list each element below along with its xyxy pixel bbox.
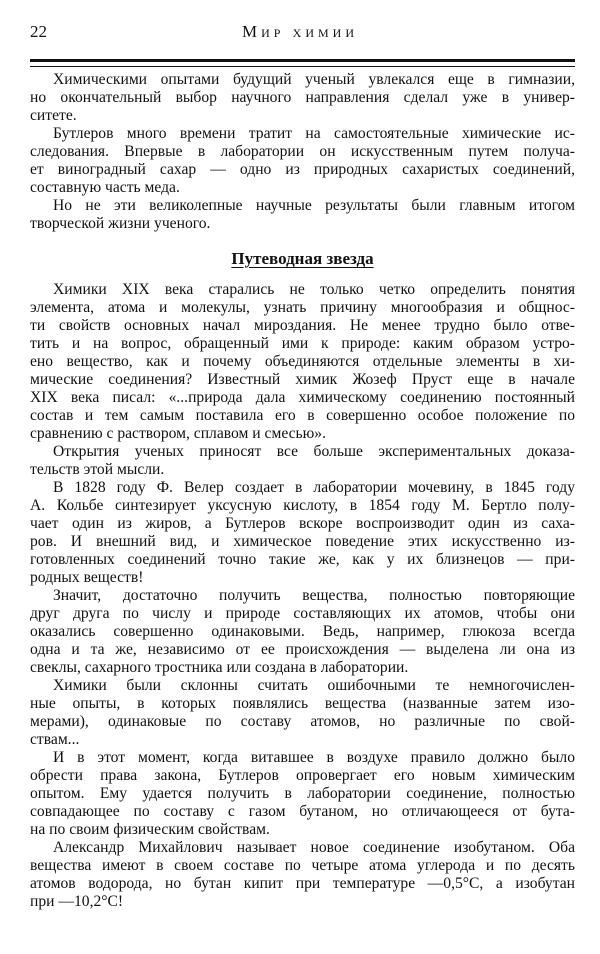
- text-line: совпадающее по составу с газом бутаном, но отличающееся от бута-: [30, 803, 575, 820]
- paragraph: [30, 749, 575, 839]
- paragraph: [30, 125, 575, 197]
- text-line: друг друга по числу и природе составляющих их атомов, чтобы они: [30, 605, 575, 622]
- paragraph: [30, 443, 575, 479]
- paragraph: [30, 479, 575, 587]
- section-heading-text: Путеводная звезда: [231, 249, 374, 268]
- header-rule-thick: [30, 59, 575, 62]
- text-line: ствам...: [30, 731, 80, 748]
- text-line: вещества имеют в своем составе по четыре атома углерода и по десять: [30, 857, 575, 874]
- text-line: ти свойств основных начал мироздания. Не менее трудно было отве-: [30, 317, 575, 334]
- text-line: ситете.: [30, 107, 77, 124]
- text-line: оказались совершенно одинаковыми. Ведь, например, глюкоза всегда: [30, 623, 575, 640]
- text-line: Химики XIX века старались не только четко определить понятия: [53, 281, 575, 298]
- text-line: на по своим физическим свойствам.: [30, 821, 270, 838]
- text-line: состав и тем самым поставила его в совершенно особое положение по: [30, 407, 575, 424]
- text-line: при —10,2°С!: [30, 893, 124, 910]
- text-line: Но не эти великолепные научные результаты были главным итогом: [53, 197, 575, 214]
- text-line: Открытия ученых приносят все больше экспериментальных доказа-: [53, 443, 575, 460]
- text-line: XIX века писал: «...природа дала химическому соединению постоянный: [30, 389, 575, 406]
- page-body: [30, 71, 575, 911]
- text-line: готовленных соединений точно такие же, как у их близнецов — при-: [30, 551, 575, 568]
- text-line: опытом. Ему удается получить в лаборатории соединение, полностью: [30, 785, 575, 802]
- text-line: атомов водорода, но бутан кипит при температуре —0,5°С, а изобутан: [30, 875, 575, 892]
- paragraph: [30, 587, 575, 677]
- text-line: В 1828 году Ф. Велер создает в лаборатории мочевину, в 1845 году: [53, 479, 575, 496]
- text-line: Значит, достаточно получить вещества, полностью повторяющие: [53, 587, 575, 604]
- paragraph: [30, 839, 575, 911]
- text-line: мические соединения? Известный химик Жозеф Пруст еще в начале: [30, 371, 575, 388]
- paragraph: [30, 71, 575, 125]
- text-line: А. Кольбе синтезирует уксусную кислоту, в 1854 году М. Бертло полу-: [30, 497, 575, 514]
- running-title: Мир химии: [241, 22, 359, 41]
- text-line: ет виноградный сахар — одно из природных сахаристых соединений,: [30, 161, 575, 178]
- section-heading: [30, 244, 575, 274]
- text-line: Бутлеров много времени тратит на самостоятельные химические ис-: [53, 125, 575, 142]
- header-rule-thin: [30, 66, 575, 67]
- text-line: свеклы, сахарного тростника или создана в лаборатории.: [30, 659, 409, 676]
- text-line: творческой жизни ученого.: [30, 215, 211, 232]
- text-line: И в этот момент, когда витавшее в воздухе правило должно было: [53, 749, 575, 766]
- text-line: ные опыты, в которых появлялись вещества (названные затем изо-: [30, 695, 575, 712]
- page-number: 22: [30, 22, 47, 41]
- text-line: обрести права закона, Бутлеров опровергает его новым химическим: [30, 767, 575, 784]
- text-line: тельств этой мысли.: [30, 461, 165, 478]
- spacer: [30, 274, 575, 281]
- text-line: мерами), одинаковые по составу атомов, но различные по свой-: [30, 713, 575, 730]
- paragraph: [30, 197, 575, 233]
- text-line: Химики были склонны считать ошибочными те немногочислен-: [53, 677, 575, 694]
- text-line: одна и та же, независимо от ее происхождения — выделена ли она из: [30, 641, 575, 658]
- paragraph: [30, 677, 575, 749]
- text-line: сравнению с раствором, сплавом и смесью».: [30, 425, 327, 442]
- text-line: тить и на вопрос, обращенный ими к природе: каким образом устро-: [30, 335, 575, 352]
- text-line: ров. И внешний вид, и химическое поведение этих искусственно из-: [30, 533, 575, 550]
- text-line: родных веществ!: [30, 569, 144, 586]
- paragraph: [30, 281, 575, 443]
- text-line: элемента, атома и молекулы, узнать причину многообразия и общнос-: [30, 299, 575, 316]
- text-line: но окончательный выбор научного направления сделал уже в универ-: [30, 89, 575, 106]
- text-line: составную часть меда.: [30, 179, 180, 196]
- text-line: чает один из жиров, а Бутлеров вскоре воспроизводит один из саха-: [30, 515, 575, 532]
- text-line: Александр Михайлович называет новое соединение изобутаном. Оба: [53, 839, 575, 856]
- text-line: следования. Впервые в лаборатории он искусственным путем получа-: [30, 143, 575, 160]
- text-line: ено вещество, как и почему объединяются отдельные элементы в хи-: [30, 353, 575, 370]
- text-line: Химическими опытами будущий ученый увлекался еще в гимназии,: [53, 71, 575, 88]
